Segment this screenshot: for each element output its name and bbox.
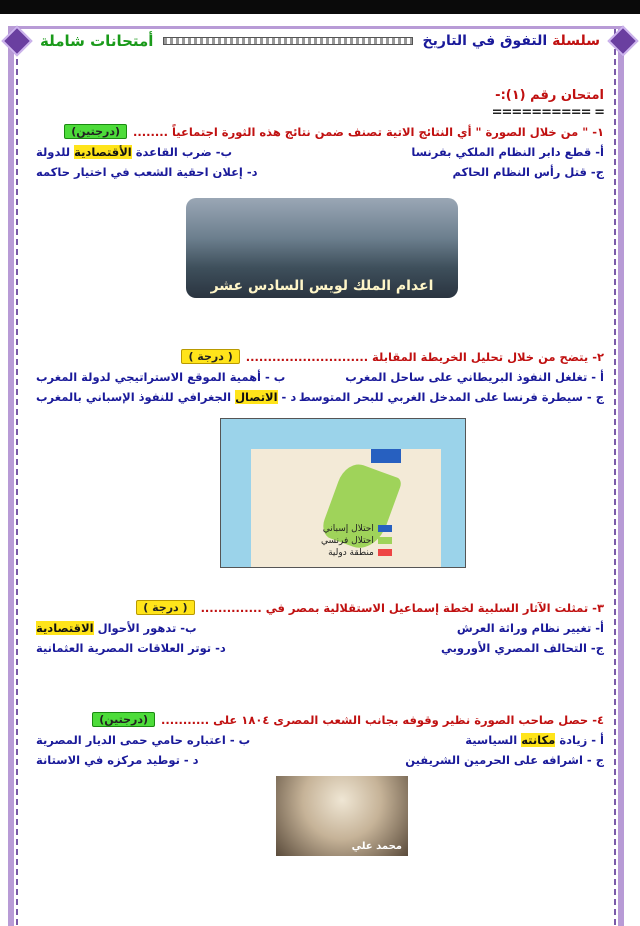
q4-option-c[interactable]: ج - اشرافه على الحرمين الشريفين	[405, 753, 604, 767]
q2-option-c[interactable]: ج - سيطرة فرنسا على المدخل الغربي للبحر المتوسط	[298, 390, 604, 404]
q4-block	[36, 708, 604, 767]
q2-row-2	[36, 390, 604, 404]
question-3: ٣- تمثلت الآثار السلبية لخطة إسماعيل الاستقلالية بمصر في .............. ( درجة )	[36, 600, 604, 615]
q3-row-2	[36, 641, 604, 655]
title-underline: = ==========	[491, 105, 604, 120]
q3-row-1	[36, 621, 604, 635]
q1-option-a[interactable]: أ- قطع دابر النظام الملكي بفرنسا	[411, 145, 604, 159]
map-legend: احتلال إسباني احتلال فرنسي منطقة دولية	[321, 523, 392, 559]
marks-badge: ( درجة )	[181, 349, 239, 364]
q1-row-1	[36, 145, 604, 159]
marks-badge: (درجتين)	[92, 712, 155, 727]
q3-option-b[interactable]: ب- تدهور الأحوال الاقتصادية	[36, 621, 197, 635]
map-spanish-zone	[371, 449, 401, 463]
question-4: ٤- حصل صاحب الصورة نظير وقوفه بجانب الشعب المصرى ١٨٠٤ على ........... (درجتين)	[36, 712, 604, 727]
q2-row-1	[36, 370, 604, 384]
question-2: ٢- يتضح من خلال تحليل الخريطة المقابلة ............................ ( درجة )	[36, 349, 604, 364]
q4-option-a[interactable]: أ - زيادة مكانته السياسية	[465, 733, 604, 747]
q1-option-c[interactable]: ج- قتل رأس النظام الحاكم	[452, 165, 604, 179]
q3-option-d[interactable]: د- توتر العلاقات المصرية العثمانية	[36, 641, 226, 655]
exams-title: أمتحانات شاملة	[40, 32, 154, 50]
q2-option-a[interactable]: أ - تغلغل النفوذ البريطاني على ساحل المغرب	[345, 370, 604, 384]
header-rule	[163, 37, 412, 45]
q1-row-2	[36, 165, 604, 179]
q3-block	[36, 596, 604, 655]
q2-block	[36, 345, 604, 404]
page-header	[40, 30, 600, 52]
q3-option-a[interactable]: أ- تغيير نظام وراثة العرش	[456, 621, 604, 635]
q4-row-2	[36, 753, 604, 767]
q4-row-1	[36, 733, 604, 747]
q4-option-b[interactable]: ب - اعتباره حامي حمى الديار المصرية	[36, 733, 251, 747]
q1-option-d[interactable]: د- إعلان احقية الشعب في اختيار حاكمه	[36, 165, 258, 179]
execution-painting	[186, 198, 458, 298]
morocco-map	[220, 418, 466, 568]
q3-option-c[interactable]: ج- التحالف المصري الأوروبي	[440, 641, 604, 655]
series-title: سلسلة التفوق في التاريخ	[422, 33, 600, 49]
q1-option-b[interactable]: ب- ضرب القاعدة الأقتصادية للدولة	[36, 145, 233, 159]
marks-badge: ( درجة )	[136, 600, 194, 615]
portrait-caption: محمد علي	[351, 841, 402, 852]
exam-title: امتحان رقم (١):-	[495, 88, 604, 103]
question-1: ١- " من خلال الصورة " أي النتائج الاتية تصنف ضمن نتائج هذه الثورة اجتماعياً ........ (درجتين)	[36, 124, 604, 139]
q2-option-b[interactable]: ب - أهمية الموقع الاستراتيجي لدولة المغرب	[36, 370, 286, 384]
top-bar	[0, 0, 640, 14]
muhammad-ali-portrait	[276, 776, 408, 856]
marks-badge: (درجتين)	[64, 124, 127, 139]
q2-option-d[interactable]: د - الاتصال الجغرافي للنفوذ الإسباني بالمغرب	[36, 390, 297, 404]
exam-content	[36, 80, 604, 179]
painting-caption: اعدام الملك لويس السادس عشر	[210, 278, 434, 294]
q4-option-d[interactable]: د - توطيد مركزه في الاستانة	[36, 753, 199, 767]
